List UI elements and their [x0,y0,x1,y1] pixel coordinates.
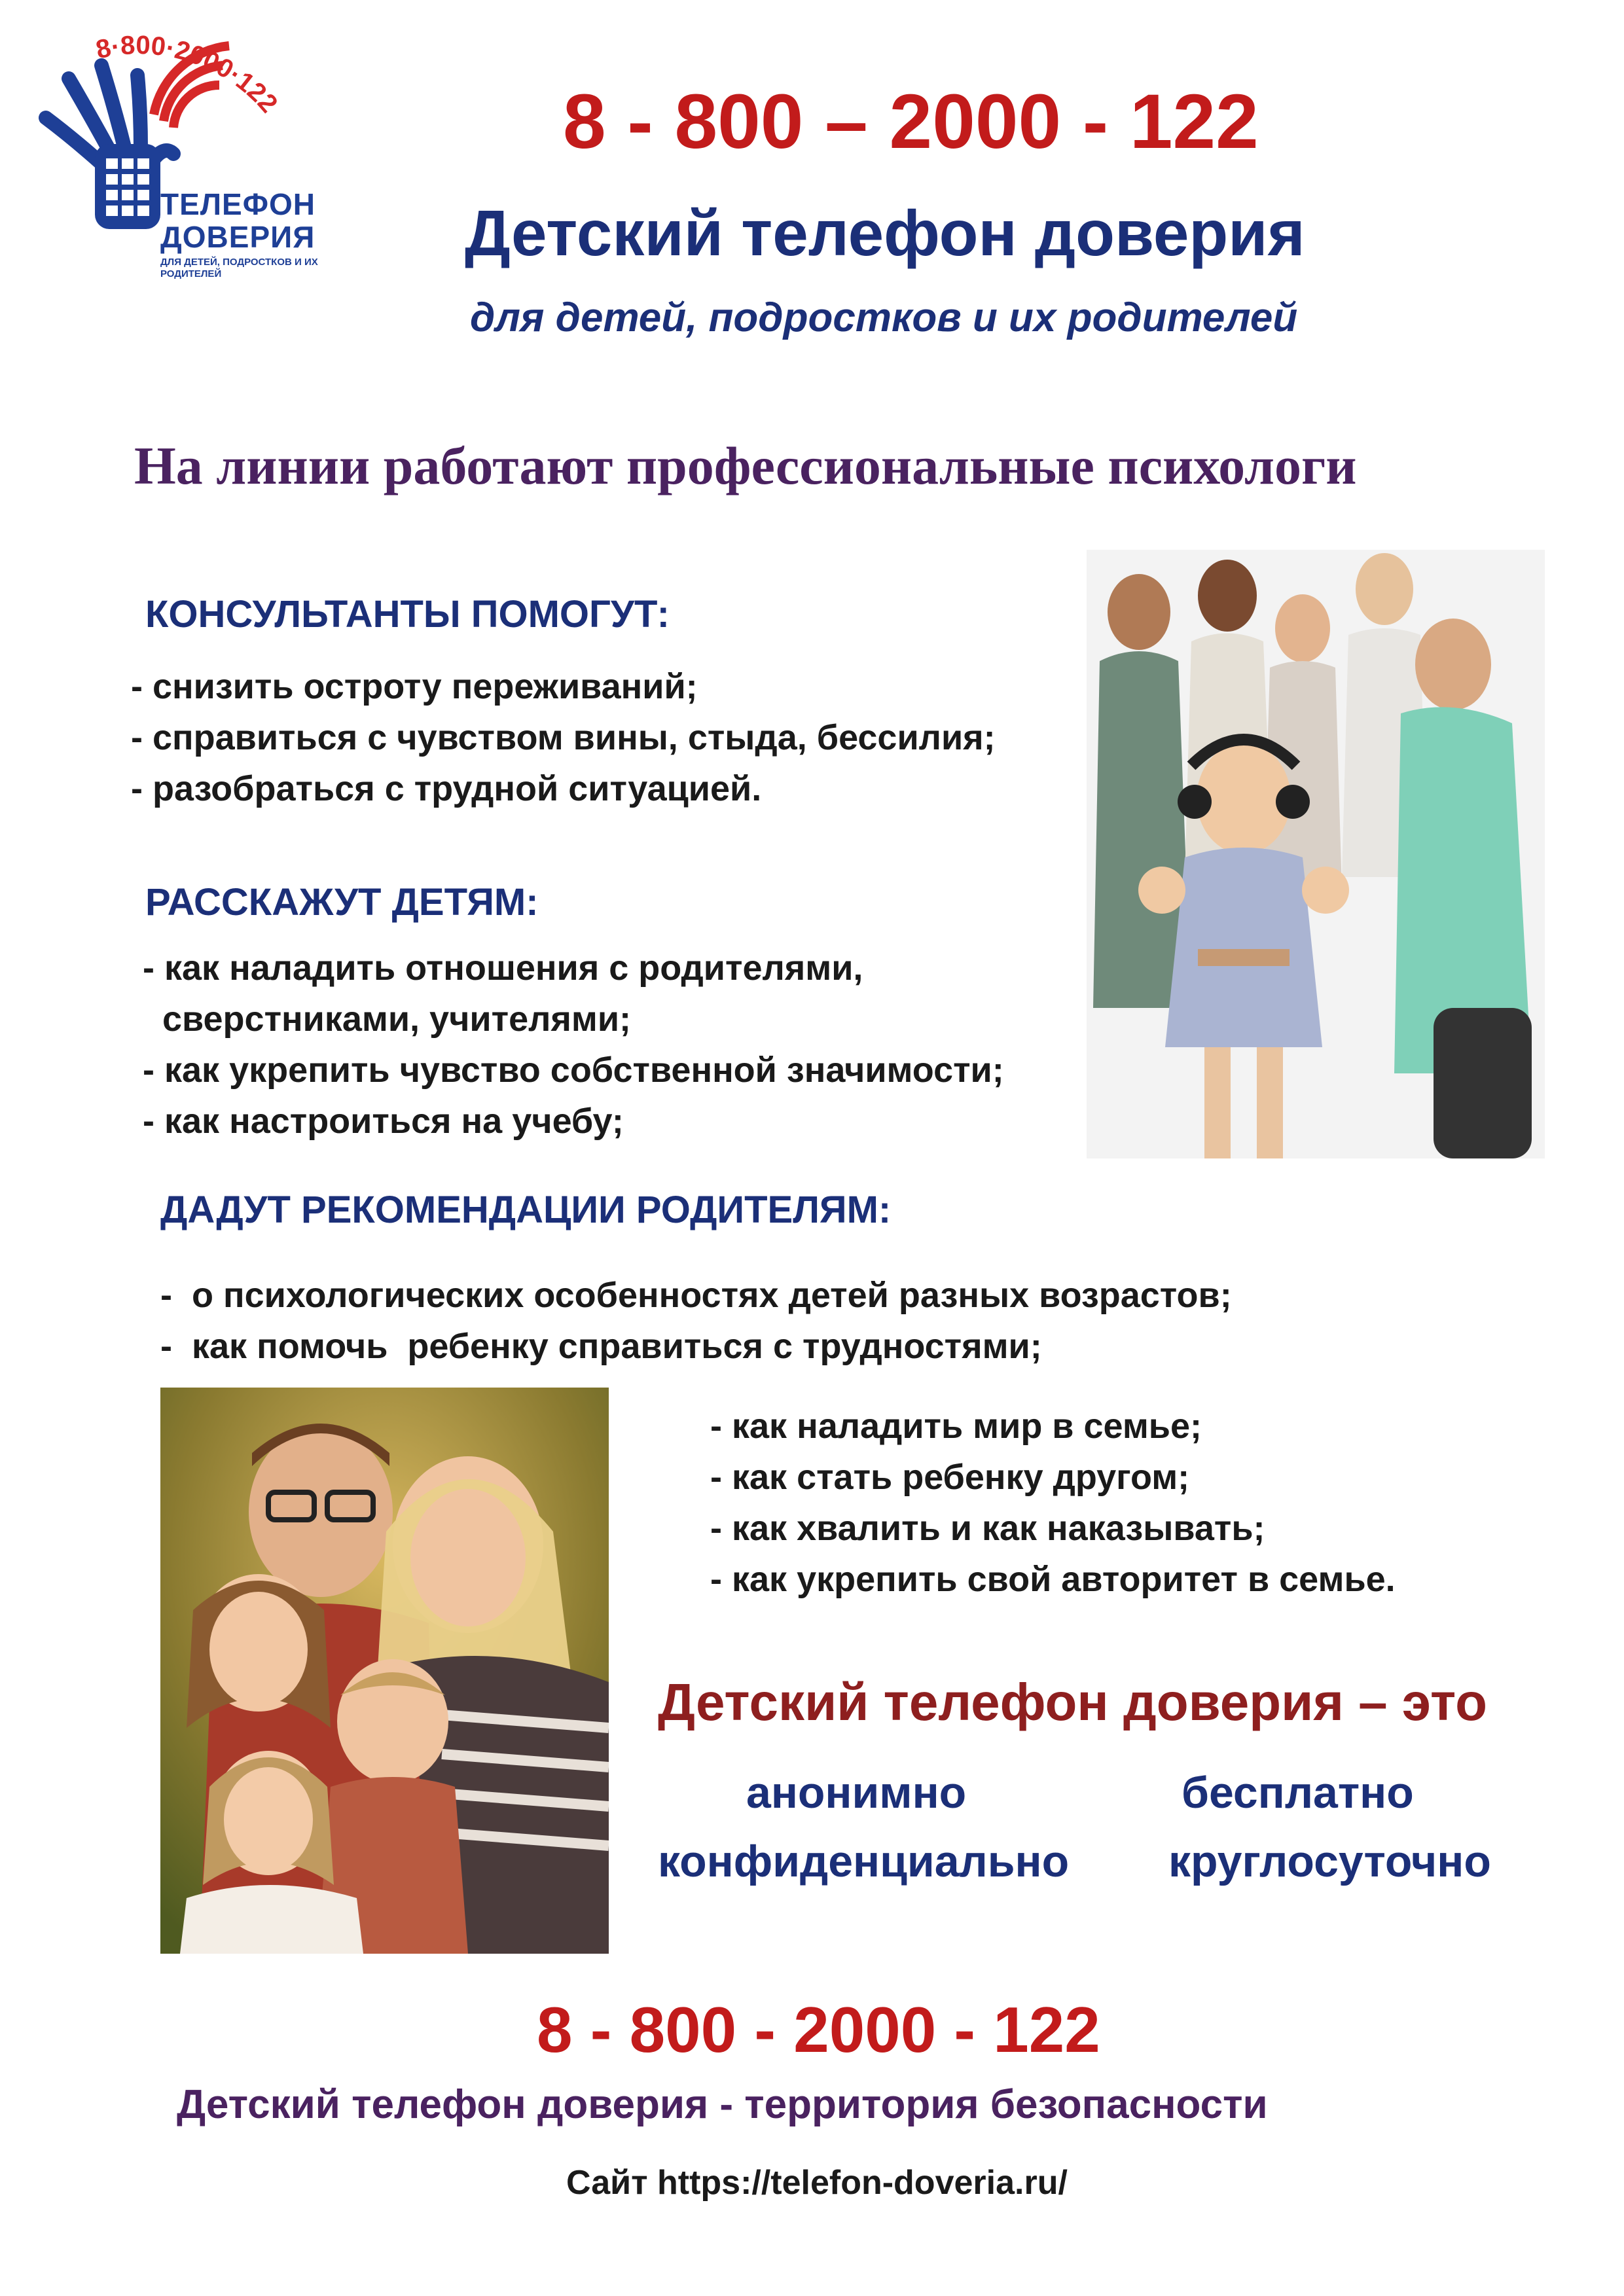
parents-list [160,1270,1232,1372]
list-item: - как наладить мир в семье; [710,1407,1202,1446]
logo-subtitle: ДЛЯ ДЕТЕЙ, ПОДРОСТКОВ И ИХ РОДИТЕЛЕЙ [160,257,318,279]
page-title: Детский телефон доверия [465,197,1305,269]
logo-title-line2: ДОВЕРИЯ [160,220,316,254]
list-item: - снизить остроту переживаний; [131,667,698,706]
family-photo [160,1388,609,1954]
intro-heading: На линии работают профессиональные психологи [134,436,1357,495]
parents-heading: ДАДУТ РЕКОМЕНДАЦИИ РОДИТЕЛЯМ: [160,1189,892,1231]
list-item: - как наладить отношения с родителями, [143,948,863,988]
header-phone-number: 8 - 800 – 2000 - 122 [563,79,1259,165]
feature-anonymous: анонимно [746,1768,967,1818]
footer-tagline: Детский телефон доверия - территория безопасности [177,2082,1268,2127]
list-item: - о психологических особенностях детей разных возрастов; [160,1276,1232,1315]
list-item: - как стать ребенку другом; [710,1458,1190,1497]
helpline-logo [33,13,334,295]
list-item: - как хвалить и как наказывать; [710,1509,1265,1548]
list-item: - справиться с чувством вины, стыда, бессилия; [131,718,996,757]
feature-free: бесплатно [1182,1768,1414,1818]
list-item: - разобраться с трудной ситуацией. [131,769,762,808]
footer-site-link[interactable]: Сайт https://telefon-doveria.ru/ [566,2164,1068,2202]
parents-list-right [710,1401,1396,1605]
list-item: - как укрепить чувство собственной значимости; [143,1050,1004,1090]
list-item: - как помочь ребенку справиться с трудностями; [160,1327,1042,1366]
children-heading: РАССКАЖУТ ДЕТЯМ: [145,881,539,924]
consultants-heading: КОНСУЛЬТАНТЫ ПОМОГУТ: [145,593,670,636]
list-item: сверстниками, учителями; [143,999,632,1039]
logo-arc-number: 8·800·2000·122 [93,31,283,118]
list-item: - как настроиться на учебу; [143,1102,624,1141]
page-subtitle: для детей, подростков и их родителей [470,295,1298,340]
teens-photo [1087,550,1545,1158]
consultants-list [131,661,996,814]
footer-phone-number: 8 - 800 - 2000 - 122 [537,1994,1100,2066]
children-list [143,942,1004,1147]
features-heading: Детский телефон доверия – это [658,1673,1487,1731]
list-item: - как укрепить свой авторитет в семье. [710,1560,1396,1599]
feature-24-7: круглосуточно [1168,1837,1491,1886]
feature-confidential: конфиденциально [658,1837,1070,1886]
logo-title-line1: ТЕЛЕФОН [160,187,316,221]
